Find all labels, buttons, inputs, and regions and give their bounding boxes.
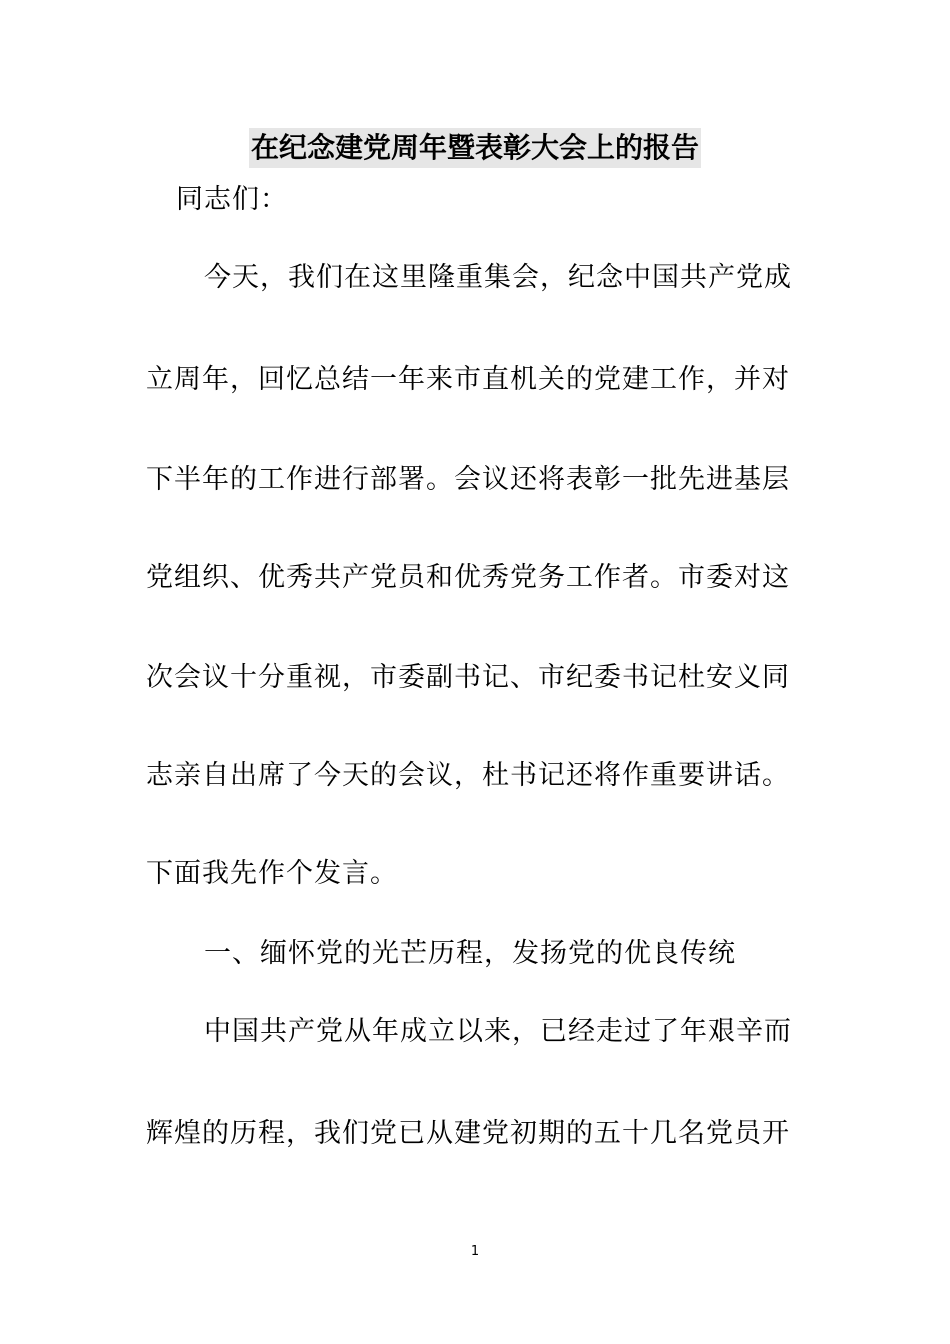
section-heading: 一、缅怀党的光芒历程，发扬党的优良传统 <box>204 938 736 969</box>
body-line: 党组织、优秀共产党员和优秀党务工作者。市委对这 <box>146 562 790 593</box>
body-line: 下半年的工作进行部署。会议还将表彰一批先进基层 <box>146 464 790 495</box>
body-line: 志亲自出席了今天的会议，杜书记还将作重要讲话。 <box>146 760 790 791</box>
salutation-line: 同志们： <box>176 184 288 215</box>
body-line: 辉煌的历程，我们党已从建党初期的五十几名党员开 <box>146 1118 790 1149</box>
document-title: 在纪念建党周年暨表彰大会上的报告 <box>249 128 701 168</box>
body-line: 立周年，回忆总结一年来市直机关的党建工作，并对 <box>146 364 790 395</box>
body-line: 中国共产党从年成立以来，已经走过了年艰辛而 <box>204 1016 792 1047</box>
body-line: 下面我先作个发言。 <box>146 858 398 889</box>
document-title-container <box>0 128 950 168</box>
body-line: 今天，我们在这里隆重集会，纪念中国共产党成 <box>204 262 792 293</box>
body-line: 次会议十分重视，市委副书记、市纪委书记杜安义同 <box>146 662 790 693</box>
page-number: 1 <box>470 1244 480 1259</box>
